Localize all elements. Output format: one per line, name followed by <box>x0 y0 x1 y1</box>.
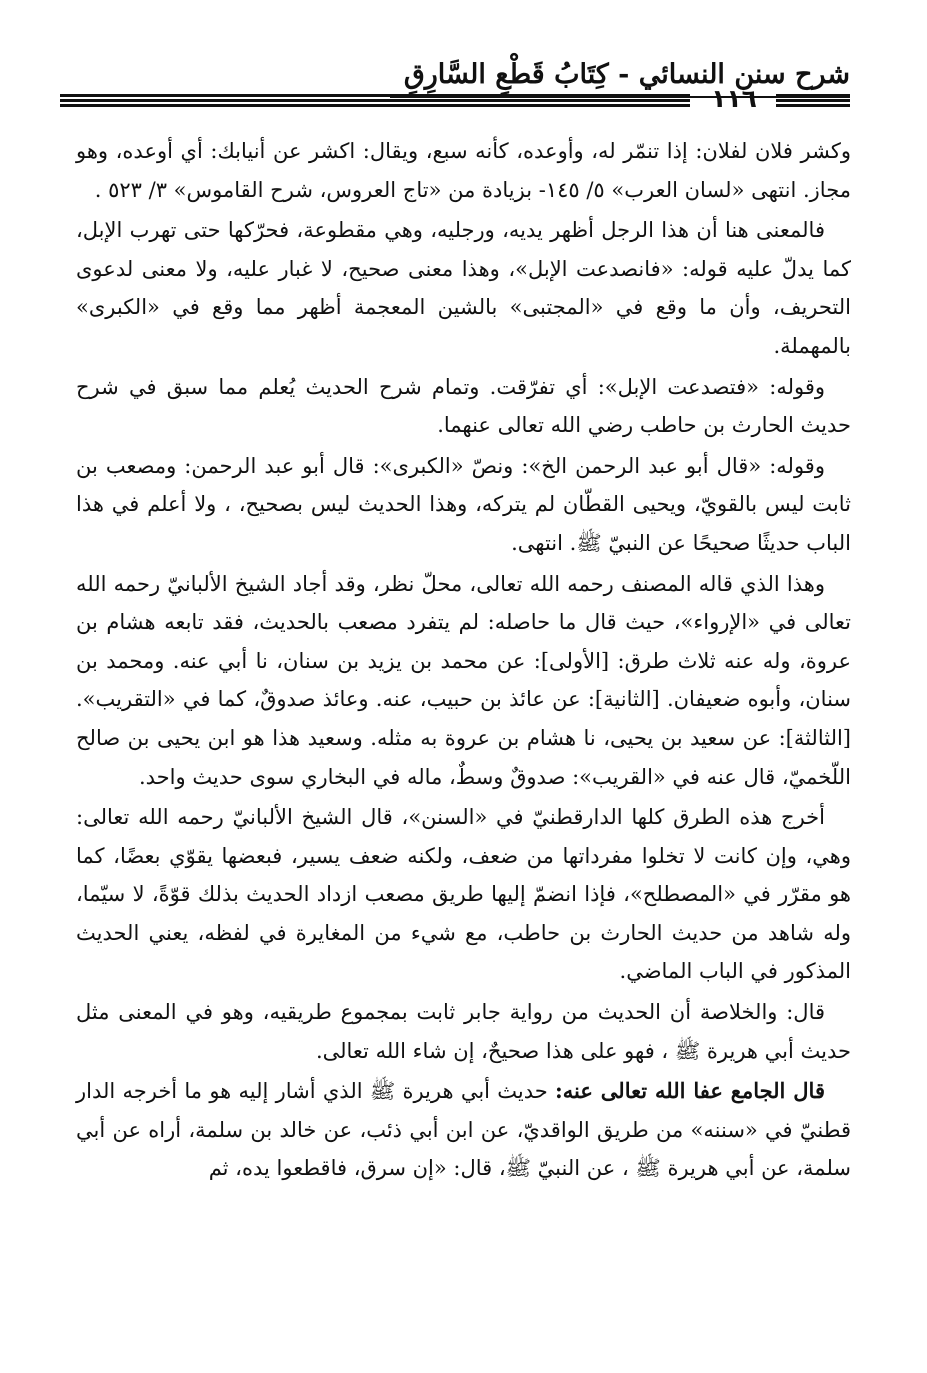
header-rule-left <box>60 94 690 108</box>
paragraph-albani-irwa: وهذا الذي قاله المصنف رحمه الله تعالى، محلّ نظر، وقد أجاد الشيخ الألبانيّ رحمه الله تعالى في «الإرواء»، حيث قال ما حاصله: لم يتفرد مصعب بالحديث، فقد تابعه هشام بن عروة، وله عنه ثلاث طرق: [الأولى]: عن محمد بن يزيد بن سنان، نا أبي عنه. ومحمد بن سنان، وأبوه ضعيفان. [الثانية]: عن عائذ بن حبيب، عنه. وعائذ صدوقٌ، كما في «التقريب». [الثالثة]: عن سعيد بن يحيى، نا هشام بن عروة به مثله. وسعيد هذا هو ابن يحيى بن صالح اللّخميّ، قال عنه في «القريب»: صدوقٌ وسطٌ، ماله في البخاري سوى حديث واحد. <box>76 571 851 789</box>
compiler-note-text: حديث أبي هريرة ﷺ الذي أشار إليه هو ما أخرجه الدار قطنيّ في «سننه» من طريق الواقديّ، عن ابن أبي ذئب، عن خالد بن سلمة، أراه عن أبي سلمة، عن أبي هريرة ﷺ ، عن النبيّ ﷺ، قال: «إن سرق، فاقطعوا يده، ثم <box>76 1079 851 1181</box>
book-title: شرح سنن النسائي - كِتَابُ قَطْعِ السَّارِقِ <box>403 59 850 90</box>
paragraph-meaning: فالمعنى هنا أن هذا الرجل أظهر يديه، ورجليه، وهي مقطوعة، فحرّكها حتى تهرب الإبل، كما يدلّ عليه قوله: «فانصدعت الإبل»، وهذا معنى صحيح، لا غبار عليه، ولا معنى لدعوى التحريف، وأن ما وقع في «المجتبى» بالشين المعجمة أظهر مما وقع في «الكبرى» بالمهملة. <box>76 218 851 358</box>
body-text <box>76 132 851 1190</box>
paragraph-compiler-note <box>76 1072 851 1188</box>
paragraph-lexical-note: وكشر فلان لفلان: إذا تنمّر له، وأوعده، كأنه سبع، ويقال: اكشر عن أنيابك: أي أوعده، وهو مجاز. انتهى «لسان العرب» ٥/ ١٤٥- بزيادة من «تاج العروس، شرح القاموس» ٣/ ٥٢٣ . <box>76 139 851 202</box>
paragraph-conclusion: قال: والخلاصة أن الحديث من رواية جابر ثابت بمجموع طريقيه، وهو في المعنى مثل حديث أبي هريرة ﷺ ، فهو على هذا صحيحٌ، إن شاء الله تعالى. <box>76 1000 851 1063</box>
header-rule-right <box>776 94 850 108</box>
paragraph-tasaddaat: وقوله: «فتصدعت الإبل»: أي تفرّقت. وتمام شرح الحديث يُعلم مما سبق في شرح حديث الحارث بن حاطب رضي الله تعالى عنهما. <box>76 374 851 438</box>
paragraph-abu-abd-rahman: وقوله: «قال أبو عبد الرحمن الخ»: ونصّ «الكبرى»: قال أبو عبد الرحمن: ومصعب بن ثابت ليس بالقويّ، ويحيى القطّان لم يتركه، وهذا الحديث ليس بصحيح، ، ولا أعلم في هذا الباب حديثًا صحيحًا عن النبيّ ﷺ. انتهى. <box>76 453 851 555</box>
page-number: ١١٦ <box>711 84 757 113</box>
compiler-note-lead: قال الجامع عفا الله تعالى عنه: <box>555 1078 825 1104</box>
paragraph-daraqutni: أخرج هذه الطرق كلها الدارقطنيّ في «السنن»، قال الشيخ الألبانيّ رحمه الله تعالى: وهي، وإن كانت لا تخلوا مفرداتها من ضعف، ولكنه ضعف يسير، فبعضها يقوّي بعضًا، كما هو مقرّر في «المصطلح»، فإذا انضمّ إليها طريق مصعب ازداد الحديث بذلك قوّةً، لا سيّما، وله شاهد من حديث الحارث بن حاطب، مع شيء من المغايرة في لفظه، يعني الحديث المذكور في الباب الماضي. <box>76 805 851 984</box>
